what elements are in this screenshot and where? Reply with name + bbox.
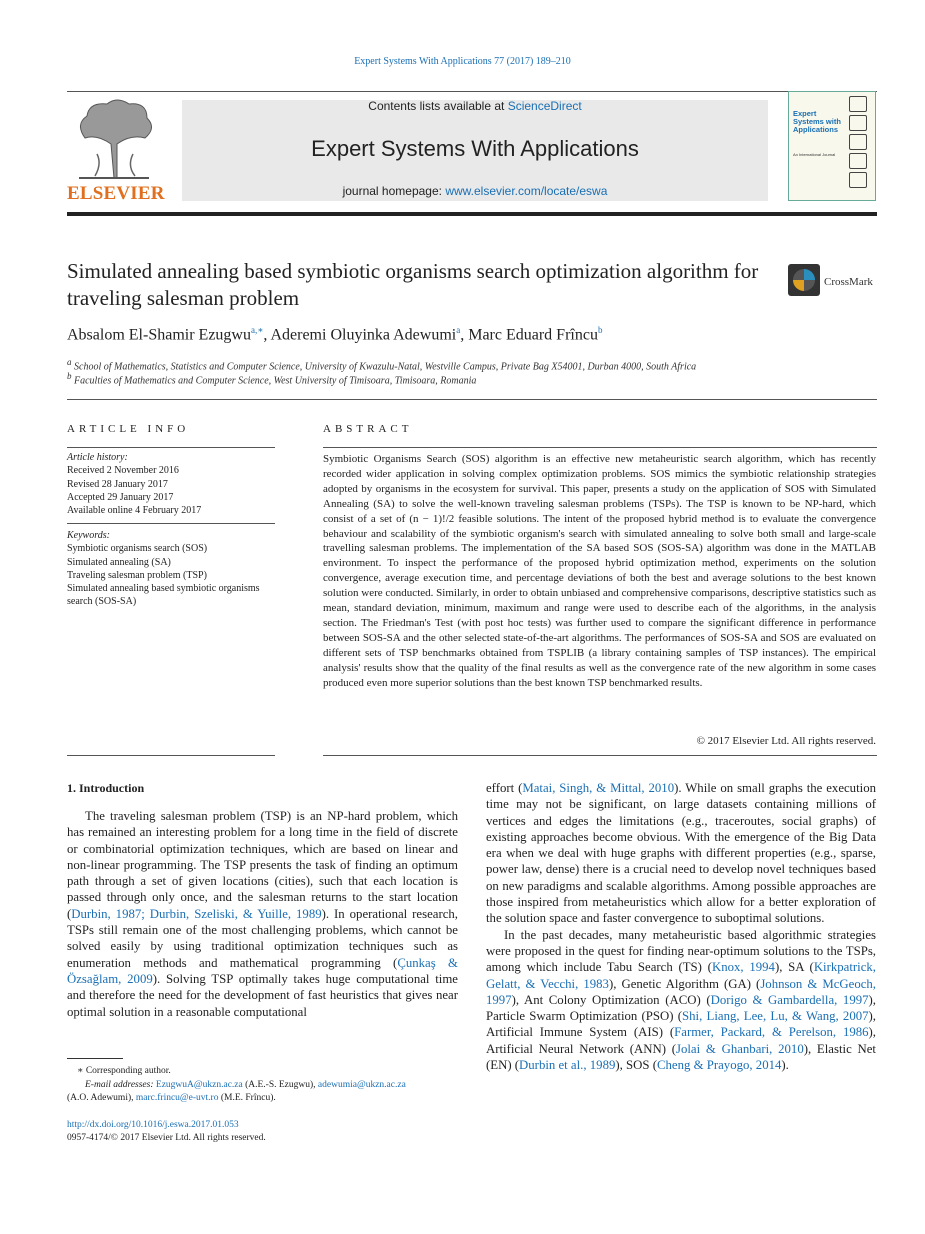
citation-link[interactable]: Farmer, Packard, & Perelson, 1986: [674, 1025, 869, 1040]
homepage-link[interactable]: www.elsevier.com/locate/eswa: [445, 184, 608, 198]
paragraph: [486, 927, 876, 1074]
footnote-rule: [67, 1058, 123, 1059]
citation-link[interactable]: Durbin, 1987; Durbin, Szeliski, & Yuille, 1989: [71, 906, 322, 921]
masthead-top-rule: [67, 91, 877, 92]
doi-link[interactable]: http://dx.doi.org/10.1016/j.eswa.2017.01.053: [67, 1120, 239, 1130]
text-run: The traveling salesman problem (TSP) is an NP-hard problem, which has remained an interesting problem for a long time in the field of discrete or combinatorial optimization techniques, which are based on linear and non-linear programming. The TSP presents the task of finding an optimum path through a set of given locations (cities), such that each location is passed through only once, and the salesman returns to the start location (: [67, 809, 458, 921]
citation-link[interactable]: Kirkpatrick, Gelatt, & Vecchi, 1983: [486, 960, 876, 991]
affiliation-text: Faculties of Mathematics and Computer Science, West University of Timisoara, Timisoara, Romania: [74, 375, 477, 387]
author-name: Marc Eduard Frîncu: [468, 326, 598, 344]
citation-link[interactable]: Johnson & McGeoch, 1997: [486, 976, 876, 1007]
keyword: Traveling salesman problem (TSP): [67, 569, 207, 581]
keyword: Simulated annealing based symbiotic organisms search (SOS-SA): [67, 583, 260, 608]
sciencedirect-link[interactable]: ScienceDirect: [507, 99, 582, 113]
crossmark-icon: [788, 264, 820, 296]
affiliation-text: School of Mathematics, Statistics and Computer Science, University of Kwazulu-Natal, Westville Campus, Private Bag X54001, Durban 4000, South Africa: [74, 361, 697, 373]
text-run: ).: [781, 1058, 789, 1073]
text-run: ), SOS (: [615, 1058, 657, 1073]
article-history: [67, 451, 275, 517]
contents-line: [182, 99, 768, 113]
author-list: Absalom El-Shamir Ezugwu$^{a,∗}$, Aderemi Oluyinka Adewumi$^a$, Marc Eduard Frîncu$^b$: [67, 325, 603, 344]
text-run: ), Genetic Algorithm (GA) (: [608, 976, 761, 991]
email-owner: (M.E. Frîncu).: [218, 1093, 276, 1103]
footnote: [67, 1065, 459, 1106]
abstract-heading: ABSTRACT: [323, 423, 413, 435]
author-affiliation-mark[interactable]: a: [456, 325, 461, 335]
cover-icons: [849, 96, 871, 191]
citation-link[interactable]: Jolai & Ghanbari, 2010: [675, 1041, 804, 1056]
masthead-bottom-rule: [67, 212, 877, 216]
text-run: ), Elastic Net (EN) (: [486, 1041, 876, 1073]
crossmark-label: CrossMark: [824, 276, 873, 288]
homepage-prefix: journal homepage:: [342, 184, 446, 198]
contents-prefix: Contents lists available at: [368, 99, 508, 113]
cover-subtitle: An International Journal: [793, 152, 836, 157]
keyword: Simulated annealing (SA): [67, 556, 171, 568]
divider: [67, 523, 275, 524]
divider: [67, 755, 275, 756]
citation-link[interactable]: Durbin et al., 1989: [519, 1058, 616, 1073]
text-run: ), SA (: [774, 960, 814, 975]
author-name: Absalom El-Shamir Ezugwu: [67, 326, 251, 344]
email-link[interactable]: EzugwuA@ukzn.ac.za: [155, 1079, 243, 1090]
paragraph: [486, 780, 876, 927]
abstract-copyright: © 2017 Elsevier Ltd. All rights reserved.: [696, 735, 876, 747]
keywords-label: Keywords:: [67, 530, 110, 541]
divider: [323, 755, 877, 756]
article-info-heading: ARTICLE INFO: [67, 423, 190, 435]
text-run: ), Particle Swarm Optimization (PSO) (: [486, 992, 876, 1024]
journal-homepage: [182, 184, 768, 198]
affiliation-mark: b: [67, 371, 72, 381]
footnote-mark: ∗: [77, 1066, 84, 1076]
paper-title: Simulated annealing based symbiotic organisms search optimization algorithm for traveling salesman problem: [67, 259, 759, 310]
text-run: ). While on small graphs the execution time may not be significant, on large datasets containing millions of vertices and edges the limitations (e.g., traceroutes, social graphs) of existing approaches become obvious. With the emergence of the Big Data era when we deal with huge graphs with different properties (e.g., sparse, power law, dense) there is a crucial need to develop novel techniques based on new paradigms and scalable algorithms. Among possible approaches are those inspired from metaheuristics which allow for a better exploration of the solution space and faster convergence to suboptimal solutions.: [486, 781, 876, 926]
journal-citation[interactable]: Expert Systems With Applications 77 (2017) 189–210: [354, 56, 571, 67]
corresponding-author: Corresponding author.: [85, 1066, 171, 1076]
crossmark-badge[interactable]: [788, 264, 878, 296]
cover-title: Expert Systems with Applications: [793, 109, 841, 134]
email-owner: (A.E.-S. Ezugwu),: [242, 1079, 318, 1090]
journal-cover-thumbnail[interactable]: [788, 91, 876, 201]
email-link[interactable]: marc.frincu@e-uvt.ro: [135, 1093, 219, 1103]
text-run: ), Ant Colony Optimization (ACO) (: [511, 992, 711, 1007]
history-item: Accepted 29 January 2017: [67, 491, 174, 503]
email-label: E-mail addresses:: [85, 1079, 156, 1090]
history-label: Article history:: [67, 452, 128, 463]
keywords: [67, 529, 275, 609]
divider: [67, 447, 275, 448]
elsevier-wordmark: ELSEVIER: [67, 183, 165, 204]
citation-link[interactable]: Matai, Singh, & Mittal, 2010: [522, 781, 675, 795]
affiliation: [67, 371, 877, 386]
citation-link[interactable]: Dorigo & Gambardella, 1997: [710, 992, 869, 1007]
section-heading-introduction: 1. Introduction: [67, 781, 145, 795]
text-run: In the past decades, many metaheuristic based algorithmic strategies were proposed in the quest for finding near-optimum solutions to the TSPs, among which include Tabu Search (TS) (: [486, 927, 876, 975]
paragraph: [67, 808, 458, 1020]
history-item: Received 2 November 2016: [67, 465, 179, 477]
history-item: Revised 28 January 2017: [67, 478, 168, 490]
body-column-left: [67, 808, 458, 1020]
section-divider: [67, 399, 877, 400]
citation-link[interactable]: Knox, 1994: [711, 960, 775, 975]
text-run: effort (: [486, 781, 523, 795]
affiliation-mark: a: [67, 357, 72, 367]
keyword: Symbiotic organisms search (SOS): [67, 543, 208, 555]
issn-line: 0957-4174/© 2017 Elsevier Ltd. All rights reserved.: [67, 1133, 266, 1143]
author-affiliation-mark[interactable]: a,∗: [250, 325, 264, 335]
email-owner: (A.O. Adewumi),: [67, 1093, 136, 1103]
body-column-right: [486, 780, 876, 1073]
citation-link[interactable]: Cheng & Prayogo, 2014: [656, 1058, 782, 1073]
citation-link[interactable]: Shi, Liang, Lee, Lu, & Wang, 2007: [682, 1009, 869, 1024]
doi-block: [67, 1119, 459, 1145]
text-run: ), Artificial Neural Network (ANN) (: [486, 1025, 877, 1056]
abstract-text: Symbiotic Organisms Search (SOS) algorithm is an effective new metaheuristic search algorithm, which has recently recorded wider application in solving complex optimization problems. SOS mimics the symbiotic relationship strategies adopted by organisms in the ecosystem for survival. This paper, presents a study on the application of SOS with Simulated Annealing (SA) to solve the well-known traveling salesman problems (TSPs). The TSP is known to be NP-hard, which consist of a set of (n − 1)!/2 feasible solutions. The intent of the proposed hybrid method is to evaluate the convergence behaviour and scalability of the symbiotic organism's search with simulated annealing to solve both small and large-scale travelling salesman problems. The implementation of the SA based SOS (SOS-SA) algorithm was done in the MATLAB environment. To inspect the performance of the proposed hybrid optimization method, experiments on the solution convergence, average execution time, and percentage deviations of both the best and average solutions to the best known solution were conducted. Similarly, in order to obtain unbiased and comprehensive comparisons, descriptive statistics such as mean, standard deviation, minimum, maximum and range were used to describe each of the algorithms, in the analysis section. The Friedman's Test (with post hoc tests) was further used to compare the significant difference in performance between SOS-SA and the other selected state-of-the-art algorithms. The performances of SOS-SA and SOS are evaluated on different sets of TSP benchmarks obtained from TSPLIB (a library containing samples of TSP instances). The empirical analysis' results show that the quality of the final results as well as the convergence rate of the new algorithm in some cases produced even more superior solutions than the best known TSP benchmarked results.: [323, 453, 876, 689]
history-item: Available online 4 February 2017: [67, 505, 202, 517]
text-run: ), Artificial Immune System (AIS) (: [486, 1009, 876, 1040]
journal-title: Expert Systems With Applications: [311, 136, 639, 161]
email-link[interactable]: adewumia@ukzn.ac.za: [317, 1079, 406, 1090]
citation-link[interactable]: Çunkaş & Özsağlam, 2009: [67, 955, 458, 986]
text-run: ). In operational research, TSPs still remain one of the most challenging problems, which cannot be solved easily by using traditional optimization techniques such as enumeration methods and mathematical programming (: [67, 906, 458, 970]
author-name: Aderemi Oluyinka Adewumi: [270, 326, 457, 344]
author-affiliation-mark[interactable]: b: [597, 325, 603, 335]
text-run: ). Solving TSP optimally takes huge computational time and therefore the need for the development of fast heuristics that gives near optimal solution in a reasonable computational: [67, 971, 458, 1019]
divider: [323, 447, 877, 448]
